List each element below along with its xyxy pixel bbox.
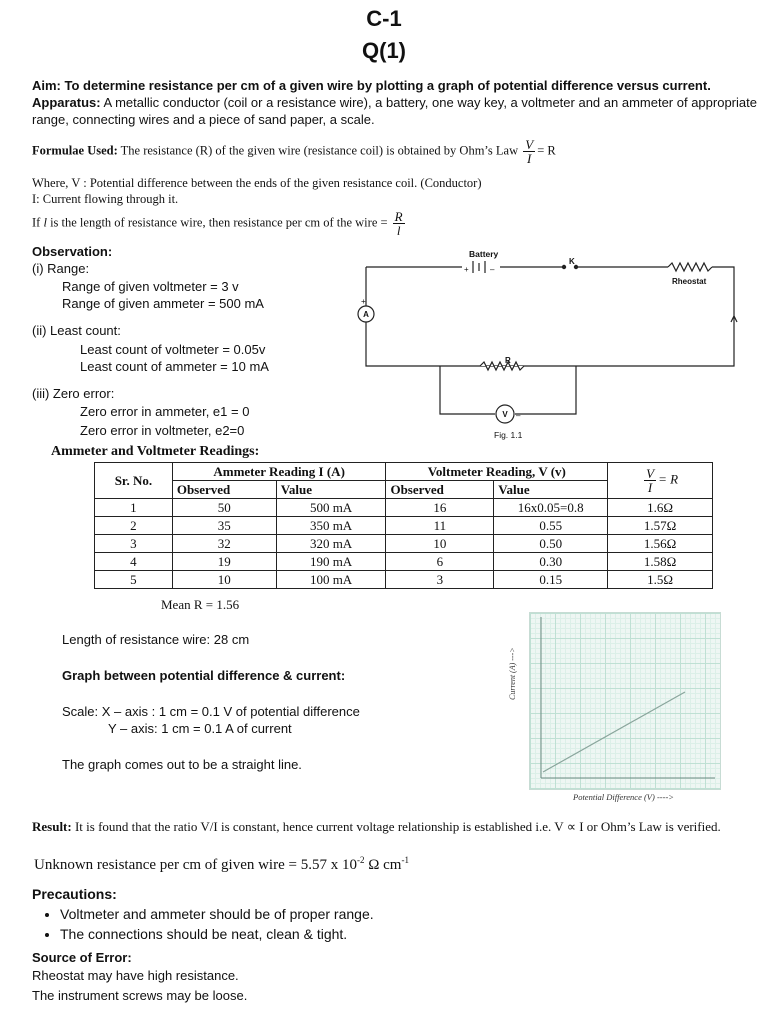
result-paragraph — [32, 818, 752, 835]
voltmeter-branch-left — [440, 366, 495, 414]
circuit-diagram — [352, 246, 742, 446]
list-item: • Voltmeter and ammeter should be of proper range. — [60, 904, 734, 924]
ammeter-label: A — [363, 310, 369, 319]
cell-ammeter-value: 190 mA — [276, 553, 386, 571]
page-title: C-1 — [366, 6, 402, 31]
unknown-resistance-unit-exp: -1 — [401, 855, 409, 865]
cell-voltmeter-observed: 6 — [386, 553, 494, 571]
battery-plus: + — [464, 265, 469, 274]
graph-line — [543, 692, 685, 772]
cell-ammeter-value: 320 mA — [276, 535, 386, 553]
graph-title: Graph between potential difference & current: — [62, 668, 346, 683]
cell-ammeter-value: 500 mA — [276, 499, 386, 517]
ohm-fraction — [523, 138, 535, 165]
apparatus-text: A metallic conductor (coil or a resistance wire), a battery, one way key, a voltmeter and an ammeter of appropriate range, connecting wires and a piece of sand paper, a scale. — [32, 95, 757, 127]
voltmeter-label: V — [502, 410, 508, 419]
cell-voltmeter-value: 0.55 — [494, 517, 608, 535]
graph-y-label: Current (A) ---> — [508, 647, 517, 700]
header-vi-ratio — [608, 463, 713, 499]
result-label: Result: — [32, 819, 72, 834]
header-sr-no: Sr. No. — [95, 463, 173, 499]
where-line-2: I: Current flowing through it. — [32, 192, 179, 206]
length-formula-line — [32, 210, 407, 237]
table-row — [95, 517, 713, 535]
cell-voltmeter-value: 16x0.05=0.8 — [494, 499, 608, 517]
wire-length: Length of resistance wire: 28 cm — [62, 632, 250, 647]
graph-line-svg — [529, 612, 719, 788]
vi-fraction-den: I — [647, 480, 653, 495]
header-voltmeter-value: Value — [494, 481, 608, 499]
cell-ammeter-observed: 50 — [172, 499, 276, 517]
list-item: • The connections should be neat, clean & tight. — [60, 924, 734, 944]
cell-ammeter-observed: 10 — [172, 571, 276, 589]
cell-sr: 2 — [95, 517, 173, 535]
precautions-list-wrap — [34, 904, 734, 944]
cell-sr: 3 — [95, 535, 173, 553]
cell-ammeter-observed: 35 — [172, 517, 276, 535]
cell-ammeter-observed: 19 — [172, 553, 276, 571]
cell-resistance: 1.6Ω — [608, 499, 713, 517]
length-fraction-den: l — [396, 223, 401, 238]
vi-fraction-rhs: = R — [658, 471, 679, 487]
battery-label: Battery — [469, 249, 499, 259]
table-row — [95, 553, 713, 571]
where-line-1: Where, V : Potential difference between the ends of the given resistance coil. (Conductor) — [32, 176, 482, 190]
cell-resistance: 1.5Ω — [608, 571, 713, 589]
header-voltmeter-observed: Observed — [386, 481, 494, 499]
graph-note: The graph comes out to be a straight line. — [62, 757, 302, 772]
length-symbol: l — [43, 215, 47, 230]
cell-voltmeter-value: 0.15 — [494, 571, 608, 589]
errors-label: Source of Error: — [32, 950, 132, 965]
voltmeter-branch-right — [515, 366, 576, 414]
rheostat-zigzag — [668, 263, 712, 271]
question-number: Q(1) — [362, 38, 406, 63]
figure-caption: Fig. 1.1 — [494, 430, 523, 440]
range-label: (i) Range: — [32, 261, 90, 276]
ohm-fraction-rhs: = R — [537, 143, 556, 158]
result-text: It is found that the ratio V/I is constant, hence current voltage relationship is established i.e. V ∝ I or Ohm’s Law is verified. — [74, 819, 721, 834]
header-voltmeter: Voltmeter Reading, V (v) — [386, 463, 608, 481]
range-voltmeter: Range of given voltmeter = 3 v — [62, 279, 239, 294]
error-line-2: The instrument screws may be loose. — [32, 988, 248, 1003]
cell-voltmeter-observed: 3 — [386, 571, 494, 589]
ohm-fraction-den: I — [527, 151, 532, 166]
length-if: If — [32, 215, 41, 230]
readings-table — [94, 462, 713, 589]
ohm-fraction-num: V — [525, 137, 534, 152]
cell-ammeter-observed: 32 — [172, 535, 276, 553]
graph-x-label: Potential Difference (V) ----> — [573, 792, 675, 802]
aim-paragraph — [32, 77, 757, 94]
cell-ammeter-value: 350 mA — [276, 517, 386, 535]
header-ammeter-value: Value — [276, 481, 386, 499]
cell-sr: 5 — [95, 571, 173, 589]
voltmeter-minus: – — [516, 411, 521, 420]
least-count-ammeter: Least count of ammeter = 10 mA — [80, 359, 269, 374]
unknown-resistance-exp: -2 — [356, 855, 365, 865]
resistor-label: R — [505, 356, 511, 365]
vi-fraction — [644, 467, 656, 494]
unknown-resistance-text: Unknown resistance per cm of given wire = 5.57 x 10 — [34, 857, 357, 873]
range-ammeter: Range of given ammeter = 500 mA — [62, 296, 264, 311]
header-ammeter: Ammeter Reading I (A) — [172, 463, 386, 481]
cell-sr: 1 — [95, 499, 173, 517]
length-fraction-num: R — [394, 209, 403, 224]
precautions-label: Precautions: — [32, 886, 117, 902]
formulae-text: The resistance (R) of the given wire (resistance coil) is obtained by Ohm’s Law — [120, 143, 519, 158]
observation-label: Observation: — [32, 244, 113, 259]
cell-resistance: 1.58Ω — [608, 553, 713, 571]
header-ammeter-observed: Observed — [172, 481, 276, 499]
cell-voltmeter-observed: 11 — [386, 517, 494, 535]
vi-fraction-num: V — [646, 466, 655, 481]
length-text: is the length of resistance wire, then resistance per cm of the wire = — [50, 215, 388, 230]
unknown-resistance-unit: Ω cm — [364, 857, 402, 873]
cell-voltmeter-value: 0.30 — [494, 553, 608, 571]
cell-sr: 4 — [95, 553, 173, 571]
apparatus-paragraph — [32, 94, 757, 128]
cell-ammeter-value: 100 mA — [276, 571, 386, 589]
cell-voltmeter-value: 0.50 — [494, 535, 608, 553]
cell-voltmeter-observed: 10 — [386, 535, 494, 553]
graph-scale-y: Y – axis: 1 cm = 0.1 A of current — [108, 721, 292, 736]
ammeter-plus: + — [361, 297, 366, 306]
least-count-label: (ii) Least count: — [32, 323, 121, 338]
table-row — [95, 535, 713, 553]
precautions-list — [34, 904, 734, 944]
graph-scale-x: Scale: X – axis : 1 cm = 0.1 V of potential difference — [62, 704, 360, 719]
readings-table-title: Ammeter and Voltmeter Readings: — [51, 444, 260, 459]
aim-text: To determine resistance per cm of a given wire by plotting a graph of potential difference versus current. — [64, 78, 711, 93]
error-line-1: Rheostat may have high resistance. — [32, 968, 239, 983]
rheostat-label: Rheostat — [672, 277, 707, 286]
table-row — [95, 499, 713, 517]
unknown-resistance — [34, 855, 409, 874]
zero-error-voltmeter: Zero error in voltmeter, e2=0 — [80, 423, 245, 438]
battery-minus: – — [490, 265, 495, 274]
formulae-line — [32, 138, 762, 165]
zero-error-ammeter: Zero error in ammeter, e1 = 0 — [80, 404, 250, 419]
zero-error-label: (iii) Zero error: — [32, 386, 115, 401]
apparatus-label: Apparatus: — [32, 95, 101, 110]
mean-resistance: Mean R = 1.56 — [161, 597, 240, 612]
length-fraction — [393, 210, 405, 237]
key-label: K — [569, 257, 575, 266]
table-row — [95, 571, 713, 589]
formulae-label: Formulae Used: — [32, 143, 118, 158]
cell-resistance: 1.56Ω — [608, 535, 713, 553]
least-count-voltmeter: Least count of voltmeter = 0.05v — [80, 342, 266, 357]
cell-resistance: 1.57Ω — [608, 517, 713, 535]
aim-label: Aim: — [32, 78, 61, 93]
cell-voltmeter-observed: 16 — [386, 499, 494, 517]
